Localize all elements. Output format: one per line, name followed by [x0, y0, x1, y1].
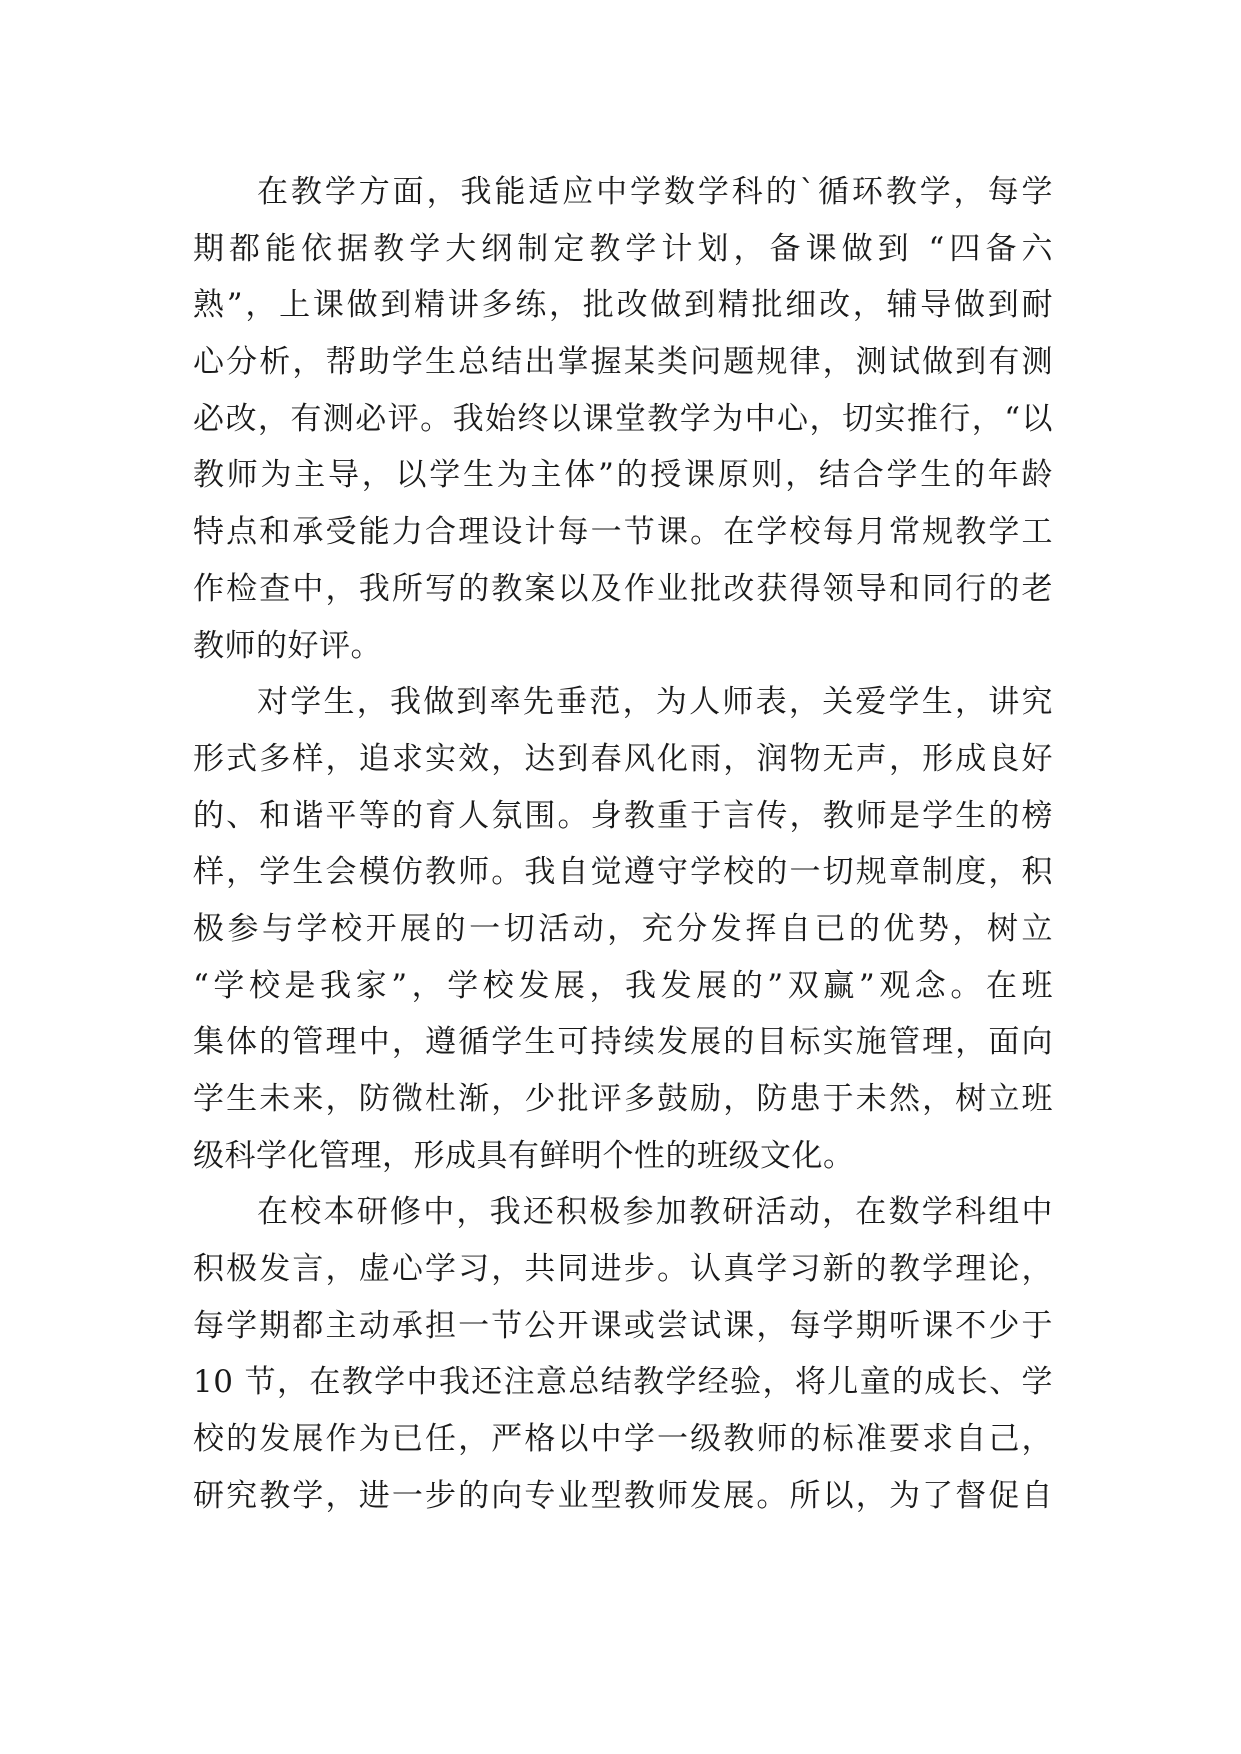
paragraph-line: 在校本研修中，我还积极参加教研活动，在数学科组中 [257, 1194, 1053, 1231]
paragraph-line: 心分析，帮助学生总结出掌握某类问题规律，测试做到有测 [193, 344, 1053, 381]
paragraph-line: 学生未来，防微杜渐，少批评多鼓励，防患于未然，树立班 [193, 1081, 1053, 1117]
paragraph-students [193, 674, 1053, 1184]
paragraph-line: “学校是我家”，学校发展，我发展的”双赢”观念。在班 [193, 967, 1053, 1004]
paragraph-line: 每学期都主动承担一节公开课或尝试课，每学期听课不少于 [193, 1307, 1053, 1344]
paragraph-line: 集体的管理中，遵循学生可持续发展的目标实施管理，面向 [193, 1024, 1053, 1061]
paragraph-line: 教师的好评。 [193, 627, 382, 664]
paragraph-teaching [193, 164, 1053, 674]
paragraph-line: 样，学生会模仿教师。我自觉遵守学校的一切规章制度，积 [193, 854, 1053, 891]
paragraph-line: 熟”，上课做到精讲多练，批改做到精批细改，辅导做到耐 [193, 287, 1053, 324]
paragraph-research [193, 1184, 1053, 1524]
paragraph-line: 研究教学，进一步的向专业型教师发展。所以，为了督促自 [193, 1477, 1053, 1514]
paragraph-line: 形式多样，追求实效，达到春风化雨，润物无声，形成良好 [193, 740, 1053, 777]
paragraph-line: 级科学化管理，形成具有鲜明个性的班级文化。 [193, 1137, 855, 1174]
paragraph-line: 作检查中，我所写的教案以及作业批改获得领导和同行的老 [193, 570, 1053, 607]
paragraph-line: 积极发言，虚心学习，共同进步。认真学习新的教学理论， [193, 1251, 1053, 1288]
paragraph-line: 对学生，我做到率先垂范，为人师表，关爱学生，讲究 [257, 684, 1053, 721]
paragraph-line: 10 节，在教学中我还注意总结教学经验，将儿童的成长、学 [193, 1364, 1053, 1401]
paragraph-line: 必改，有测必评。我始终以课堂教学为中心，切实推行，“以 [193, 400, 1053, 437]
paragraph-line: 极参与学校开展的一切活动，充分发挥自已的优势，树立 [193, 910, 1053, 947]
paragraph-line: 期都能依据教学大纲制定教学计划，备课做到 “四备六 [193, 230, 1053, 267]
paragraph-line: 教师为主导，以学生为主体”的授课原则，结合学生的年龄 [193, 457, 1053, 494]
paragraph-line: 的、和谐平等的育人氛围。身教重于言传，教师是学生的榜 [193, 797, 1053, 834]
paragraph-line: 在教学方面，我能适应中学数学科的`循环教学，每学 [257, 174, 1053, 210]
paragraph-line: 校的发展作为已任，严格以中学一级教师的标准要求自己， [193, 1421, 1053, 1458]
document-body [193, 164, 1053, 1525]
paragraph-line: 特点和承受能力合理设计每一节课。在学校每月常规教学工 [193, 514, 1053, 551]
